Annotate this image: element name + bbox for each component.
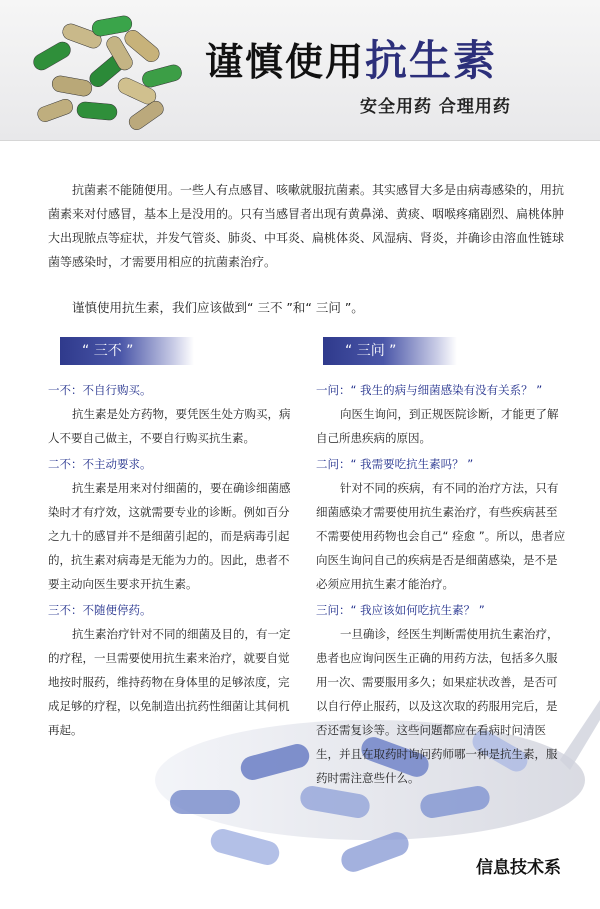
ask-3-heading: 三问：“ 我应该如何吃抗生素？ ” bbox=[316, 603, 485, 617]
three-asks-banner: “ 三问 ” bbox=[323, 337, 457, 365]
dont-2-text: 抗生素是用来对付细菌的，要在确诊细菌感染时才有疗效，这就需要专业的诊断。例如百分之九十的感冒并不是细菌引起的，而是病毒引起的，抗生素对病毒是无能为力的。因此，患者不要主动向医生要求开抗生素。 bbox=[48, 481, 291, 591]
capsule-pile-image bbox=[22, 8, 192, 136]
dont-1-text: 抗生素是处方药物，要凭医生处方购买，病人不要自己做主，不要自行购买抗生素。 bbox=[48, 407, 291, 445]
three-donts-column bbox=[48, 378, 293, 744]
dont-3-text: 抗生素治疗针对不同的细菌及目的，有一定的疗程，一旦需要使用抗生素来治疗，就要自觉地按时服药，维持药物在身体里的足够浓度，完成足够的疗程，以免制造出抗药性细菌让其伺机再起。 bbox=[48, 627, 291, 737]
ask-2-text: 针对不同的疾病，有不同的治疗方法，只有细菌感染才需要使用抗生素治疗，有些疾病甚至不需要使用药物也会自己“ 痊愈 ”。所以，患者应向医生询问自己的疾病是否是细菌感染，是不是必须应用抗生素才能治疗。 bbox=[316, 481, 566, 591]
ask-1-text: 向医生询问，到正规医院诊断，才能更了解自己所患疾病的原因。 bbox=[316, 407, 559, 445]
header-band bbox=[0, 0, 600, 141]
three-asks-column bbox=[316, 378, 566, 792]
lead-paragraph: 谨慎使用抗生素，我们应该做到“ 三不 ”和“ 三问 ”。 bbox=[72, 300, 364, 315]
three-donts-banner: “ 三不 ” bbox=[60, 337, 194, 365]
dont-3-heading: 三不：不随便停药。 bbox=[48, 603, 152, 617]
department-name: 信息技术系 bbox=[476, 858, 561, 878]
dont-1-heading: 一不：不自行购买。 bbox=[48, 383, 152, 397]
page-title-highlight: 抗生素 bbox=[365, 36, 498, 85]
ask-2-heading: 二问：“ 我需要吃抗生素吗？ ” bbox=[316, 457, 474, 471]
dont-2-heading: 二不：不主动要求。 bbox=[48, 457, 152, 471]
page-title: 谨慎使用抗生素 bbox=[205, 36, 498, 85]
intro-paragraph: 抗菌素不能随便用。一些人有点感冒、咳嗽就服抗菌素。其实感冒大多是由病毒感染的，用抗菌素来对付感冒，基本上是没用的。只有当感冒者出现有黄鼻涕、黄痰、咽喉疼痛剧烈、扁桃体肿大出现脓点等症状，并发气管炎、肺炎、中耳炎、扁桃体炎、风湿病、肾炎，并确诊由溶血性链球菌等感染时，才需要用相应的抗菌素治疗。 bbox=[48, 183, 565, 269]
ask-3-text: 一旦确诊，经医生判断需使用抗生素治疗，患者也应询问医生正确的用药方法，包括多久服用一次、需要服用多久；如果症状改善，是否可以自行停止服药，以及这次取的药服用完后，是否还需复诊等。这些问题都应在看病时问清医生，并且在取药时询问药师哪一种是抗生素，服药时需注意些什么。 bbox=[316, 627, 559, 785]
page-subtitle: 安全用药 合理用药 bbox=[360, 97, 511, 117]
ask-1-heading: 一问：“ 我生的病与细菌感染有没有关系？ ” bbox=[316, 383, 543, 397]
